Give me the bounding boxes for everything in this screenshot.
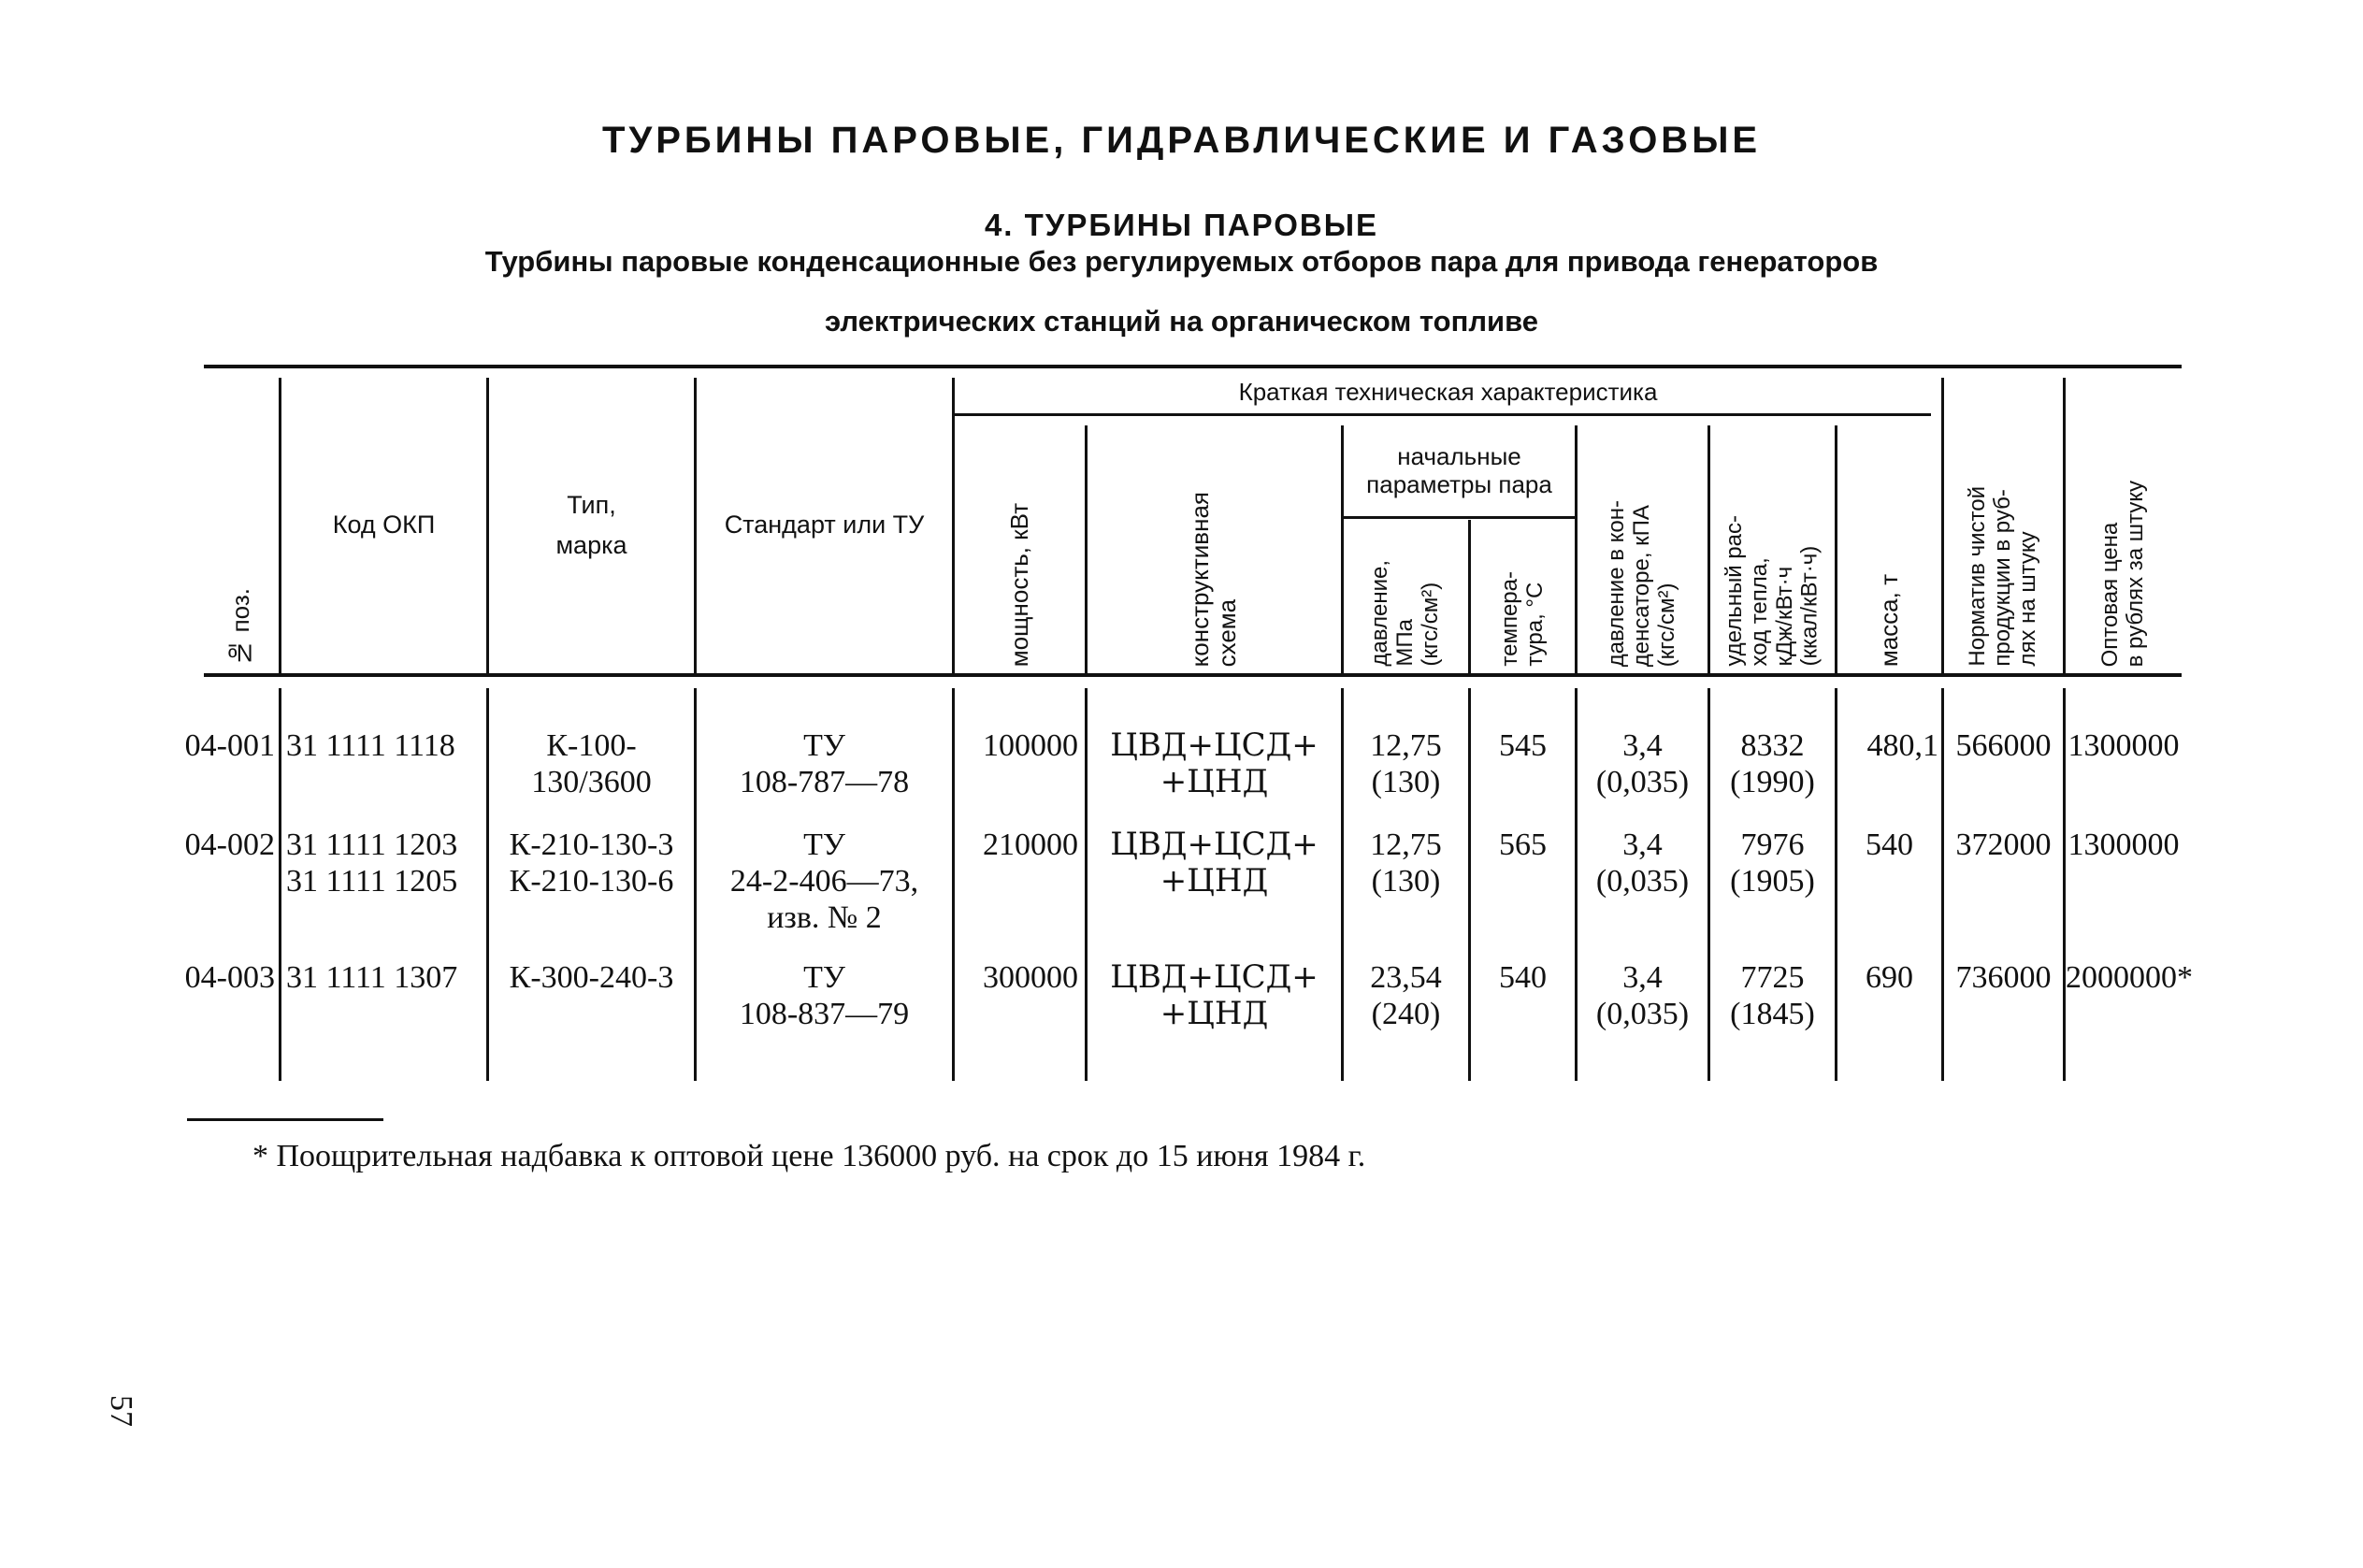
cell-standard: ТУ 108-837—79 — [739, 960, 910, 1032]
header-scheme-text: конструктивная схема — [1186, 491, 1242, 667]
cell-type: К-210-130-3 К-210-130-6 — [509, 827, 674, 899]
cell-heat-rate: 7976 (1905) — [1730, 827, 1815, 899]
header-bottom-rule — [204, 673, 2182, 677]
header-temperature — [1471, 522, 1575, 667]
footnote: * Поощрительная надбавка к оптовой цене 136000 руб. на срок до 15 июня 1984 г. — [252, 1139, 1366, 1173]
cell-price: 1300000 — [2068, 827, 2180, 862]
cell-power: 210000 — [983, 827, 1078, 862]
description-line-2: электрических станций на органическом топливе — [825, 305, 1538, 338]
header-heat-rate — [1710, 425, 1835, 667]
header-pos — [204, 378, 279, 668]
header-heat-rate-text: удельный рас- ход тепла, кДж/кВт·ч (ккал/кВт·ч) — [1721, 515, 1823, 667]
cell-scheme: ЦВД+ЦСД+ +ЦНД — [1110, 958, 1318, 1033]
header-scheme — [1088, 425, 1341, 667]
cell-power: 300000 — [983, 960, 1078, 995]
header-okp: Код ОКП — [332, 511, 436, 539]
header-price-text: Оптовая цена в рублях за штуку — [2097, 480, 2148, 667]
cell-pos: 04-002 — [184, 827, 275, 862]
header-power — [955, 425, 1085, 667]
cell-pos: 04-003 — [184, 960, 275, 995]
brief-char-rule — [954, 413, 1931, 416]
header-temperature-text: темпера- тура, °С — [1496, 571, 1548, 667]
cell-condenser: 3,4 (0,035) — [1595, 960, 1690, 1032]
cell-standard: ТУ 24-2-406—73, изв. № 2 — [729, 827, 919, 936]
cell-temperature: 545 — [1499, 728, 1547, 763]
cell-condenser: 3,4 (0,035) — [1595, 728, 1690, 800]
cell-type: К-100- 130/3600 — [531, 728, 652, 800]
cell-power: 100000 — [983, 728, 1078, 763]
header-initial-params: начальные параметры пара — [1366, 441, 1552, 498]
cell-temperature: 565 — [1499, 827, 1547, 862]
cell-temperature: 540 — [1499, 960, 1547, 995]
header-type: Тип, марка — [555, 490, 627, 559]
section-title: 4. ТУРБИНЫ ПАРОВЫЕ — [984, 208, 1379, 242]
header-norm — [1944, 378, 2063, 667]
header-pressure-text: давление, МПа (кгс/см²) — [1367, 560, 1443, 667]
header-price — [2066, 378, 2182, 667]
cell-scheme: ЦВД+ЦСД+ +ЦНД — [1110, 726, 1318, 801]
cell-mass: 540 — [1866, 827, 1913, 862]
cell-norm: 566000 — [1955, 728, 2052, 763]
description-line-1: Турбины паровые конденсационные без регулируемых отборов пара для привода генераторов — [484, 245, 1879, 278]
cell-okp: 31 1111 1307 — [286, 960, 458, 995]
cell-pressure: 23,54 (240) — [1370, 960, 1442, 1032]
cell-pressure: 12,75 (130) — [1370, 728, 1442, 800]
cell-heat-rate: 8332 (1990) — [1730, 728, 1815, 800]
cell-condenser: 3,4 (0,035) — [1595, 827, 1690, 899]
header-pos-text: № поз. — [226, 588, 255, 668]
cell-okp: 31 1111 1118 — [286, 728, 455, 763]
cell-heat-rate: 7725 (1845) — [1730, 960, 1815, 1032]
header-mass — [1837, 425, 1941, 667]
cell-mass: 690 — [1866, 960, 1913, 995]
cell-price: 2000000* — [2066, 960, 2193, 995]
col-rule — [279, 688, 281, 1081]
cell-scheme: ЦВД+ЦСД+ +ЦНД — [1110, 826, 1318, 900]
cell-norm: 372000 — [1955, 827, 2052, 862]
document-title: ТУРБИНЫ ПАРОВЫЕ, ГИДРАВЛИЧЕСКИЕ И ГАЗОВЫЕ — [601, 120, 1762, 161]
footnote-rule — [187, 1118, 383, 1121]
header-standard: Стандарт или ТУ — [724, 511, 925, 539]
cell-norm: 736000 — [1955, 960, 2052, 995]
initial-params-rule — [1343, 516, 1575, 519]
cell-pos: 04-001 — [184, 728, 275, 763]
cell-type: К-300-240-3 — [509, 960, 674, 995]
header-pressure — [1344, 522, 1468, 667]
header-condenser-text: давление в кон- денсаторе, кПА (кгс/см²) — [1604, 499, 1679, 667]
cell-price: 1300000 — [2068, 728, 2180, 763]
cell-okp: 31 1111 1203 31 1111 1205 — [286, 827, 458, 899]
header-power-text: мощность, кВт — [1004, 502, 1033, 667]
cell-mass: 480,1 — [1866, 728, 1938, 763]
header-mass-text: масса, т — [1874, 573, 1903, 667]
cell-standard: ТУ 108-787—78 — [739, 728, 910, 800]
page-number: 57 — [104, 1395, 138, 1427]
header-condenser-pressure — [1578, 425, 1707, 667]
header-norm-text: Норматив чистой продукции в руб- лях на штуку — [1965, 486, 2040, 667]
table-top-rule — [204, 365, 2182, 368]
header-brief-characteristics: Краткая техническая характеристика — [1238, 378, 1658, 407]
cell-pressure: 12,75 (130) — [1370, 827, 1442, 899]
